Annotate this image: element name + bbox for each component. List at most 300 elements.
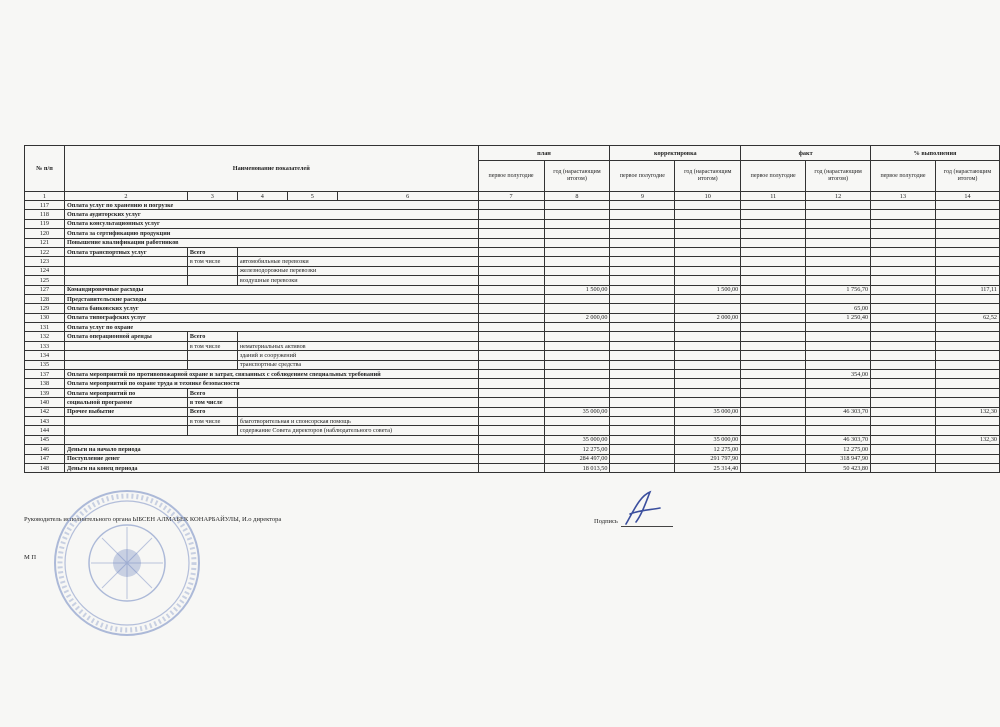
table-cell: 145: [25, 435, 65, 444]
table-cell: [478, 398, 544, 407]
table-cell: [237, 247, 478, 256]
table-cell: [675, 398, 741, 407]
table-cell: [675, 341, 741, 350]
table-cell: [610, 463, 675, 472]
table-cell: 142: [25, 407, 65, 416]
table-cell: [871, 379, 936, 388]
table-cell: [935, 276, 999, 285]
header-year: год (нарастающим итогом): [675, 161, 741, 192]
table-cell: в том числе: [187, 341, 237, 350]
table-cell: 12 275,00: [675, 445, 741, 454]
table-cell: 318 947,90: [806, 454, 871, 463]
header-no: № п/п: [25, 146, 65, 192]
table-cell: [935, 210, 999, 219]
table-cell: [741, 285, 806, 294]
table-cell: [871, 351, 936, 360]
table-cell: [871, 313, 936, 322]
table-cell: [478, 341, 544, 350]
table-cell: [806, 266, 871, 275]
table-cell: [478, 323, 544, 332]
table-cell: [806, 426, 871, 435]
table-cell: [675, 219, 741, 228]
table-cell: [478, 238, 544, 247]
table-cell: 50 423,80: [806, 463, 871, 472]
table-cell: [741, 388, 806, 397]
table-cell: Оплата типографских услуг: [64, 313, 478, 322]
header-half: первое полугодие: [741, 161, 806, 192]
table-cell: 120: [25, 229, 65, 238]
table-row: [25, 379, 1000, 388]
table-cell: [806, 360, 871, 369]
table-cell: Прочее выбытие: [64, 407, 187, 416]
table-cell: [935, 238, 999, 247]
table-cell: [478, 266, 544, 275]
table-cell: [64, 257, 187, 266]
table-cell: [675, 276, 741, 285]
table-cell: [871, 416, 936, 425]
table-cell: [610, 201, 675, 210]
table-cell: 128: [25, 294, 65, 303]
table-cell: 143: [25, 416, 65, 425]
table-cell: [871, 285, 936, 294]
table-cell: 35 000,00: [675, 435, 741, 444]
header-half: первое полугодие: [610, 161, 675, 192]
table-cell: [544, 351, 610, 360]
table-row: [25, 407, 1000, 416]
table-cell: благотворительная и спонсорская помощь: [237, 416, 478, 425]
table-row: [25, 266, 1000, 275]
table-cell: [544, 304, 610, 313]
table-cell: [935, 426, 999, 435]
column-number: 6: [337, 192, 478, 201]
table-cell: [806, 238, 871, 247]
table-cell: 140: [25, 398, 65, 407]
table-cell: Оплата консультационных услуг: [64, 219, 478, 228]
column-number: 5: [287, 192, 337, 201]
table-cell: [478, 454, 544, 463]
table-cell: [935, 304, 999, 313]
table-cell: [544, 210, 610, 219]
table-cell: [478, 313, 544, 322]
table-cell: [675, 238, 741, 247]
table-row: [25, 323, 1000, 332]
column-number: 9: [610, 192, 675, 201]
table-cell: [478, 351, 544, 360]
table-cell: [64, 426, 187, 435]
table-cell: 138: [25, 379, 65, 388]
table-cell: Всего: [187, 247, 237, 256]
table-cell: [935, 416, 999, 425]
header-year: год (нарастающим итогом): [806, 161, 871, 192]
table-cell: [610, 285, 675, 294]
header-year: год (нарастающим итогом): [935, 161, 999, 192]
table-cell: [675, 360, 741, 369]
table-cell: 133: [25, 341, 65, 350]
table-row: [25, 398, 1000, 407]
table-cell: Повышение квалификации работников: [64, 238, 478, 247]
table-cell: [871, 323, 936, 332]
table-cell: [610, 332, 675, 341]
table-cell: [871, 407, 936, 416]
table-cell: [237, 407, 478, 416]
table-cell: 134: [25, 351, 65, 360]
table-cell: [741, 332, 806, 341]
table-row: [25, 454, 1000, 463]
table-cell: [871, 210, 936, 219]
table-cell: [478, 370, 544, 379]
table-cell: [675, 351, 741, 360]
table-cell: [478, 210, 544, 219]
table-cell: [237, 398, 478, 407]
table-cell: [935, 247, 999, 256]
table-cell: [675, 370, 741, 379]
table-cell: [610, 435, 675, 444]
table-cell: [187, 351, 237, 360]
table-row: [25, 294, 1000, 303]
table-cell: [871, 229, 936, 238]
table-cell: [610, 257, 675, 266]
header-name: Наименование показателей: [64, 146, 478, 192]
table-cell: [675, 379, 741, 388]
table-cell: [610, 360, 675, 369]
table-cell: [478, 379, 544, 388]
table-cell: [741, 304, 806, 313]
table-cell: [871, 238, 936, 247]
table-cell: [741, 323, 806, 332]
table-cell: [741, 257, 806, 266]
table-cell: Оплата операционной аренды: [64, 332, 187, 341]
table-cell: [741, 210, 806, 219]
table-cell: [741, 313, 806, 322]
table-row: [25, 463, 1000, 472]
table-cell: 139: [25, 388, 65, 397]
table-cell: [806, 219, 871, 228]
table-cell: в том числе: [187, 257, 237, 266]
table-cell: [544, 398, 610, 407]
head-signature-line: Руководитель исполнительного органа ЫБСЕН АЛМАБЕК КОНАРБАЙУЛЫ, И.о директора: [24, 516, 282, 523]
table-cell: 25 314,40: [675, 463, 741, 472]
table-cell: 117: [25, 201, 65, 210]
table-cell: [741, 238, 806, 247]
table-cell: [544, 370, 610, 379]
header-percent: % выполнения: [871, 146, 1000, 161]
table-cell: [478, 388, 544, 397]
report-table: [24, 145, 1000, 473]
table-cell: 117,11: [935, 285, 999, 294]
header-half: первое полугодие: [871, 161, 936, 192]
table-cell: [610, 398, 675, 407]
table-cell: Оплата банковских услуг: [64, 304, 478, 313]
table-row: [25, 360, 1000, 369]
table-cell: Поступление денег: [64, 454, 478, 463]
table-cell: 131: [25, 323, 65, 332]
table-cell: Представительские расходы: [64, 294, 478, 303]
table-cell: 35 000,00: [675, 407, 741, 416]
table-cell: 135: [25, 360, 65, 369]
table-cell: Оплата аудиторских услуг: [64, 210, 478, 219]
table-cell: [935, 201, 999, 210]
table-cell: социальной программе: [64, 398, 187, 407]
official-seal: [52, 488, 202, 638]
table-row: [25, 370, 1000, 379]
table-cell: 125: [25, 276, 65, 285]
table-cell: [64, 416, 187, 425]
table-row: [25, 388, 1000, 397]
table-cell: [610, 416, 675, 425]
column-number: 14: [935, 192, 999, 201]
table-cell: [806, 379, 871, 388]
table-row: [25, 276, 1000, 285]
table-cell: [935, 463, 999, 472]
header-correction: корректировка: [610, 146, 741, 161]
table-cell: Всего: [187, 388, 237, 397]
table-cell: [610, 238, 675, 247]
table-cell: 62,52: [935, 313, 999, 322]
table-cell: [741, 426, 806, 435]
table-cell: [187, 426, 237, 435]
table-cell: [610, 388, 675, 397]
table-cell: [610, 407, 675, 416]
table-cell: [741, 407, 806, 416]
table-cell: [544, 332, 610, 341]
table-cell: [64, 351, 187, 360]
table-cell: [806, 332, 871, 341]
table-row: [25, 201, 1000, 210]
table-cell: [544, 266, 610, 275]
table-cell: [478, 201, 544, 210]
table-cell: Оплата за сертификацию продукции: [64, 229, 478, 238]
table-cell: 12 275,00: [806, 445, 871, 454]
table-row: [25, 445, 1000, 454]
table-cell: [935, 360, 999, 369]
column-number: 3: [187, 192, 237, 201]
table-cell: 123: [25, 257, 65, 266]
table-cell: [610, 370, 675, 379]
table-cell: [478, 276, 544, 285]
table-cell: [675, 247, 741, 256]
table-cell: [478, 416, 544, 425]
table-row: [25, 416, 1000, 425]
table-cell: 12 275,00: [544, 445, 610, 454]
table-cell: [935, 332, 999, 341]
table-row: [25, 247, 1000, 256]
table-cell: [610, 266, 675, 275]
table-cell: 127: [25, 285, 65, 294]
table-cell: содержание Совета директоров (наблюдательного совета): [237, 426, 478, 435]
table-cell: [935, 294, 999, 303]
column-number: 4: [237, 192, 287, 201]
table-cell: [610, 323, 675, 332]
table-row: [25, 332, 1000, 341]
table-cell: 2 000,00: [544, 313, 610, 322]
table-cell: 46 303,70: [806, 407, 871, 416]
table-cell: [478, 247, 544, 256]
table-cell: [741, 351, 806, 360]
table-cell: [741, 219, 806, 228]
table-cell: [741, 445, 806, 454]
table-cell: [478, 426, 544, 435]
table-cell: [871, 388, 936, 397]
table-cell: 124: [25, 266, 65, 275]
table-cell: [871, 341, 936, 350]
table-cell: [871, 266, 936, 275]
table-cell: [806, 210, 871, 219]
table-cell: Деньги на начало периода: [64, 445, 478, 454]
table-cell: [610, 304, 675, 313]
table-cell: [675, 294, 741, 303]
table-cell: [478, 445, 544, 454]
table-cell: [806, 341, 871, 350]
table-cell: [806, 276, 871, 285]
table-cell: 121: [25, 238, 65, 247]
table-cell: [675, 229, 741, 238]
table-cell: [871, 426, 936, 435]
column-number: 10: [675, 192, 741, 201]
mp-label: М П: [24, 554, 37, 561]
table-cell: 146: [25, 445, 65, 454]
table-cell: [806, 294, 871, 303]
table-cell: [478, 304, 544, 313]
table-cell: [871, 294, 936, 303]
table-cell: 284 497,00: [544, 454, 610, 463]
table-cell: [935, 398, 999, 407]
table-cell: 137: [25, 370, 65, 379]
table-row: [25, 285, 1000, 294]
table-cell: 132: [25, 332, 65, 341]
table-cell: [610, 379, 675, 388]
table-cell: [675, 210, 741, 219]
table-row: [25, 304, 1000, 313]
table-cell: [935, 219, 999, 228]
table-cell: [478, 435, 544, 444]
table-cell: 130: [25, 313, 65, 322]
table-cell: [935, 454, 999, 463]
table-cell: [806, 351, 871, 360]
table-row: [25, 238, 1000, 247]
table-cell: [478, 463, 544, 472]
table-cell: [544, 229, 610, 238]
table-cell: автомобильные перевозки: [237, 257, 478, 266]
table-cell: [478, 285, 544, 294]
table-cell: [610, 454, 675, 463]
header-year: год (нарастающим итогом): [544, 161, 610, 192]
table-row: [25, 313, 1000, 322]
column-number: 12: [806, 192, 871, 201]
table-cell: 132,30: [935, 435, 999, 444]
table-row: [25, 210, 1000, 219]
table-cell: [675, 201, 741, 210]
table-cell: [741, 341, 806, 350]
table-cell: [544, 341, 610, 350]
table-cell: [675, 323, 741, 332]
table-cell: [935, 341, 999, 350]
signature-label: Подпись: [594, 518, 618, 525]
table-cell: [741, 416, 806, 425]
table-row: [25, 435, 1000, 444]
table-cell: Оплата услуг по хранению и погрузке: [64, 201, 478, 210]
table-cell: [187, 276, 237, 285]
table-cell: 18 013,50: [544, 463, 610, 472]
table-cell: Оплата мероприятий по охране труда и технике безопасности: [64, 379, 478, 388]
table-cell: [806, 416, 871, 425]
table-cell: [64, 266, 187, 275]
table-cell: 118: [25, 210, 65, 219]
table-cell: [741, 247, 806, 256]
table-cell: [478, 332, 544, 341]
table-cell: [544, 257, 610, 266]
table-cell: [544, 294, 610, 303]
table-cell: 144: [25, 426, 65, 435]
table-cell: [935, 379, 999, 388]
table-cell: 148: [25, 463, 65, 472]
table-cell: [935, 388, 999, 397]
table-cell: [871, 463, 936, 472]
table-cell: [871, 435, 936, 444]
column-number: 11: [741, 192, 806, 201]
table-cell: [544, 426, 610, 435]
table-cell: [741, 276, 806, 285]
table-cell: [610, 294, 675, 303]
table-cell: [871, 304, 936, 313]
table-cell: нематериальных активов: [237, 341, 478, 350]
table-cell: [935, 229, 999, 238]
table-cell: 65,00: [806, 304, 871, 313]
table-cell: 1 500,00: [675, 285, 741, 294]
table-cell: [544, 379, 610, 388]
table-cell: [741, 379, 806, 388]
table-cell: 354,00: [806, 370, 871, 379]
table-cell: [478, 229, 544, 238]
table-cell: [871, 360, 936, 369]
column-number: 2: [64, 192, 187, 201]
table-cell: [610, 276, 675, 285]
table-cell: [610, 229, 675, 238]
table-cell: 132,30: [935, 407, 999, 416]
table-cell: [741, 266, 806, 275]
table-cell: [544, 238, 610, 247]
table-cell: 1 250,40: [806, 313, 871, 322]
table-cell: [871, 398, 936, 407]
table-cell: [871, 276, 936, 285]
table-cell: [478, 219, 544, 228]
table-cell: Всего: [187, 407, 237, 416]
table-row: [25, 257, 1000, 266]
table-cell: 122: [25, 247, 65, 256]
table-row: [25, 341, 1000, 350]
table-cell: железнодорожные перевозки: [237, 266, 478, 275]
table-cell: [544, 416, 610, 425]
table-cell: [610, 219, 675, 228]
table-cell: [806, 247, 871, 256]
table-row: [25, 229, 1000, 238]
table-cell: [610, 210, 675, 219]
table-cell: [806, 201, 871, 210]
table-cell: [237, 388, 478, 397]
table-cell: [741, 201, 806, 210]
table-cell: [741, 229, 806, 238]
table-cell: [478, 360, 544, 369]
table-cell: Командировочные расходы: [64, 285, 478, 294]
table-cell: воздушные перевозки: [237, 276, 478, 285]
table-cell: Оплата услуг по охране: [64, 323, 478, 332]
table-cell: [935, 266, 999, 275]
table-cell: [935, 370, 999, 379]
table-cell: [806, 388, 871, 397]
table-cell: [675, 388, 741, 397]
table-cell: Всего: [187, 332, 237, 341]
table-cell: Оплата мероприятий по: [64, 388, 187, 397]
table-cell: [478, 407, 544, 416]
